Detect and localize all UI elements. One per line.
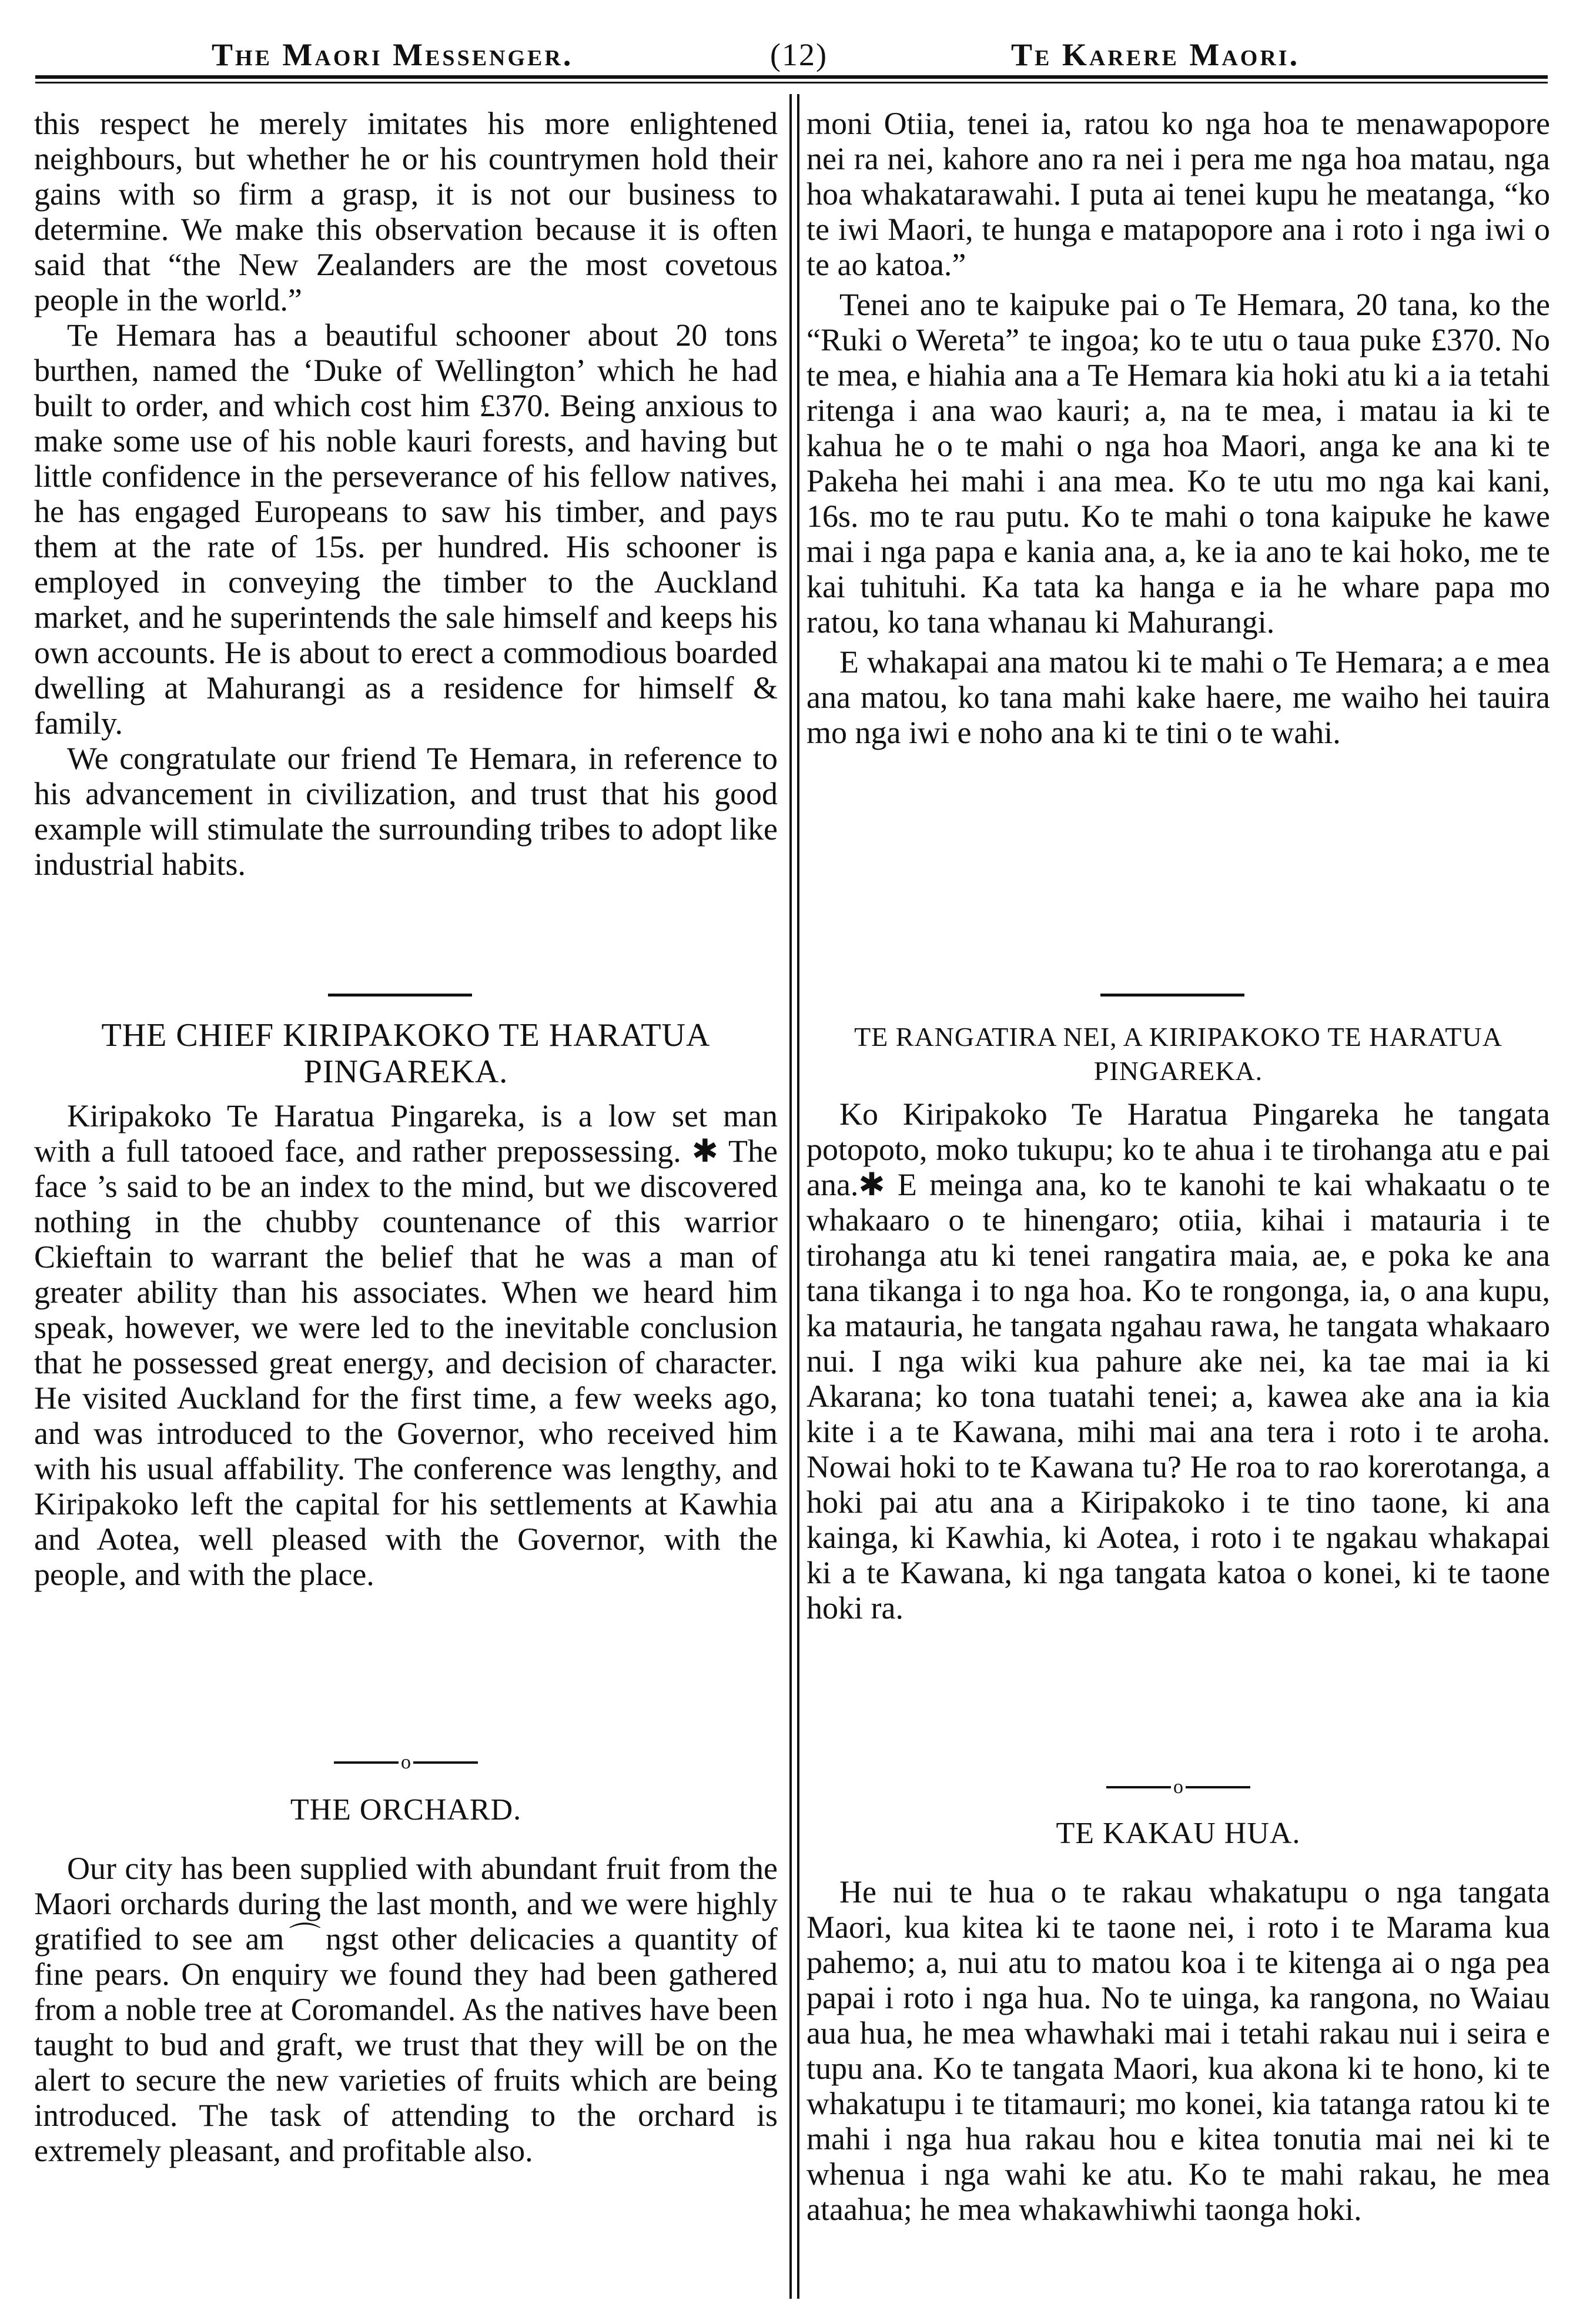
paragraph: Ko Kiripakoko Te Haratua Pingareka he tangata potopoto, moko tukupu; ko te ahua i te tirohanga atu e pai ana.✱ E meinga ana, ko te kanohi te kai whakaatu o te whakaaro o te hinengaro; otiia, kihai i matauria i te tirohanga atu ki tenei rangatira maia, ae, e poka ke ana tana tikanga i to nga hoa. Ko te rongonga, ia, o ana kupu, ka matauria, he tangata ngahau rawa, he tangata whakaaro nui. I nga wiki kua pahure ake nei, ka tae mai ia ki Akarana; ko tona tuatahi tenei; a, kawea ake ana ia kia kite i a te Kawana, mihi mai ana tera i roto i te aroha. Nowai hoki to te Kawana tu? He roa to rao korerotanga, a hoki pai atu ana a Kiripakoko i te tino taone, ki ana kainga, ki Kawhia, ki Aotea, i roto i te ngakau whakapai ki a te Kawana, ki nga tangata katoa o konei, ki te taone hoki ra. (806, 1096, 1550, 1626)
hemara-article-continuation (34, 106, 778, 882)
article-separator-rule (1100, 994, 1244, 997)
chief-article (34, 1017, 778, 1592)
chief-article-maori (806, 1020, 1550, 1626)
paragraph: this respect he merely imitates his more enlightened neighbours, but whether he or his countrymen hold their gains with so firm a grasp, it is not our business to determine. We make this observation because it is often said that “the New Zealanders are the most covetous people in the world.” (34, 106, 778, 317)
header-double-rule (35, 75, 1548, 83)
article-separator-o (806, 1775, 1550, 1799)
hemara-article-continuation-maori (806, 106, 1550, 750)
paragraph: We congratulate our friend Te Hemara, in reference to his advancement in civilization, and trust that his good example will stimulate the surrounding tribes to adopt like industrial habits. (34, 741, 778, 882)
paragraph: Te Hemara has a beautiful schooner about 20 tons burthen, named the ‘Duke of Wellington’ which he had built to order, and which cost him £370. Being anxious to make some use of his noble kauri forests, and having but little confidence in the perseverance of his fellow natives, he has engaged Europeans to saw his timber, and pays them at the rate of 15s. per hundred. His schooner is employed in conveying the timber to the Auckland market, and he superintends the sale himself and keeps his own accounts. He is about to erect a commodious boarded dwelling at Mahurangi as a residence for himself & family. (34, 317, 778, 741)
paragraph: Tenei ano te kaipuke pai o Te Hemara, 20 tana, ko the “Ruki o Wereta” te ingoa; ko te utu o taua puke £370. No te mea, e hiahia ana a Te Hemara kia hoki atu ki a ia tetahi ritenga i ana wao kauri; a, na te mea, i matau ia ki te kahua he o te mahi o nga hoa Maori, anga ke ana ki te Pakeha hei mahi i ana mea. Ko te utu mo nga kai kani, 16s. mo te rau putu. Ko te mahi o tona kaipuke he kawe mai i nga papa e kania ana, a, ke ia ano te kai hoko, me te kai tuhituhi. Ka tata ka hanga e ia he whare papa mo ratou, ko tana whanau ki Mahurangi. (806, 287, 1550, 640)
article-heading: THE CHIEF KIRIPAKOKO TE HARATUA PINGAREKA. (101, 1017, 711, 1090)
column-divider-line (789, 94, 792, 2299)
page-number: (12) (770, 37, 828, 72)
article-heading: TE RANGATIRA NEI, A KIRIPAKOKO TE HARATUA PINGAREKA. (854, 1022, 1502, 1086)
header-left-title: The Maori Messenger. (212, 37, 574, 72)
article-separator-rule (328, 994, 472, 997)
paragraph: E whakapai ana matou ki te mahi o Te Hemara; a e mea ana matou, ko tana mahi kake haere, me waiho hei tauira mo nga iwi e noho ana ki te tini o te wahi. (806, 644, 1550, 750)
paragraph: Our city has been supplied with abundant fruit from the Maori orchards during the last month, and we were highly gratified to see am⌒ngst other delicacies a quantity of fine pears. On enquiry we found they had been gathered from a noble tree at Coromandel. As the natives have been taught to bud and graft, we trust that they will be on the alert to secure the new varieties of fruits which are being introduced. The task of attending to the orchard is extremely pleasant, and profitable also. (34, 1851, 778, 2168)
column-divider-line (797, 94, 799, 2299)
article-heading: THE ORCHARD. (290, 1793, 522, 1827)
separator-glyph: o (1173, 1776, 1183, 1798)
paragraph: Kiripakoko Te Haratua Pingareka, is a low set man with a full tatooed face, and rather prepossessing. ✱ The face ’s said to be an index to the mind, but we discovered nothing in the chubby countenance of this warrior Ckieftain to warrant the belief that he was a man of greater ability than his associates. When we heard him speak, however, we were led to the inevitable conclusion that he possessed great energy, and decision of character. He visited Auckland for the first time, a few weeks ago, and was introduced to the Governor, who received him with his usual affability. The conference was lengthy, and Kiripakoko left the capital for his settlements at Kawhia and Aotea, well pleased with the Governor, with the people, and with the place. (34, 1098, 778, 1592)
orchard-article-maori (806, 1817, 1550, 2227)
header-right-title: Te Karere Maori. (1011, 37, 1300, 72)
article-heading: TE KAKAU HUA. (1056, 1817, 1301, 1850)
paragraph: He nui te hua o te rakau whakatupu o nga tangata Maori, kua kitea ki te taone nei, i roto i te Marama kua pahemo; a, nui atu to matou koa i te kitenga ai o nga pea papai i roto i nga hua. No te uinga, ka rangona, no Waiau aua hua, he mea whawhaki mai i tetahi rakau nui i seira e tupu ana. Ko te tangata Maori, kua akona ki te hono, ki te whakatupu i te titamauri; mo konei, kia tatanga ratou ki te mahi i nga hua rakau hou e kitea tonutia mai nei ki te whenua i nga wahi ke atu. Ko te mahi rakau, he mea ataahua; he mea whakawhiwhi taonga hoki. (806, 1874, 1550, 2227)
paragraph: moni Otiia, tenei ia, ratou ko nga hoa te menawapopore nei ra nei, kahore ano ra nei i pera me nga hoa matau, nga hoa whakatarawahi. I puta ai tenei kupu he meatanga, “ko te iwi Maori, te hunga e matapopore ana i roto i nga iwi o te ao katoa.” (806, 106, 1550, 282)
article-separator-o (34, 1751, 778, 1774)
orchard-article (34, 1793, 778, 2168)
separator-glyph: o (401, 1751, 411, 1773)
